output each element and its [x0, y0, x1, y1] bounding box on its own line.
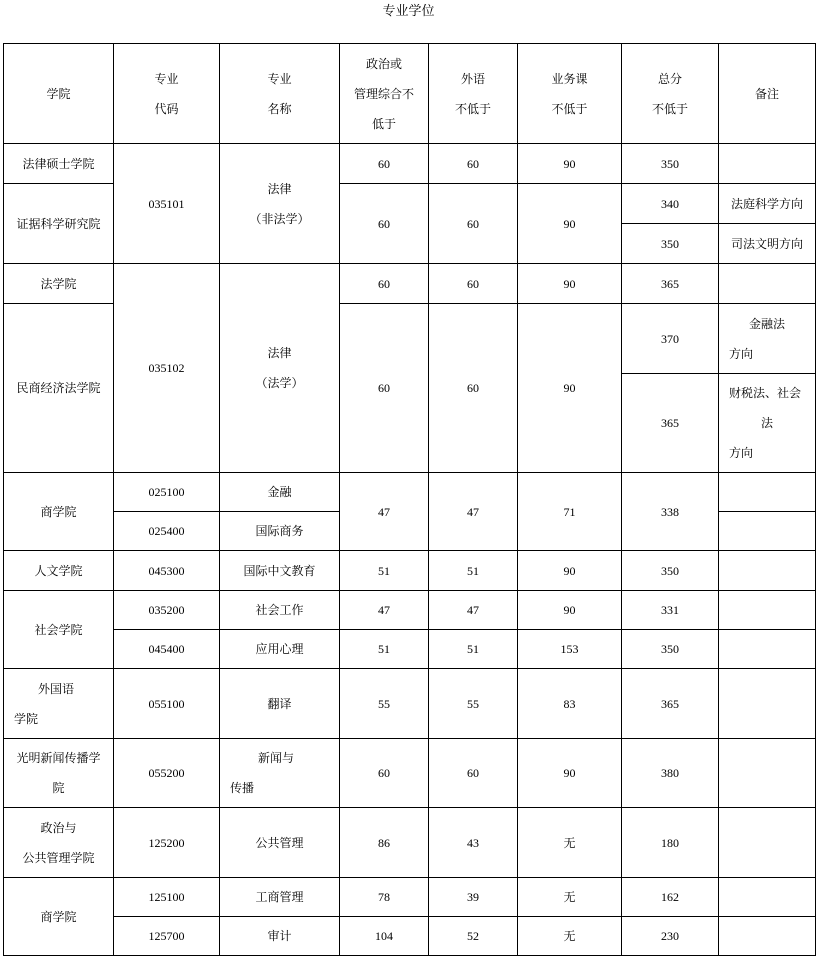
language-cell: 43	[429, 808, 518, 878]
table-row	[4, 591, 816, 630]
header-major: 业务课 不低于	[518, 44, 622, 144]
notes-cell	[719, 144, 816, 184]
name-cell: 国际商务	[220, 512, 340, 551]
major-cell: 90	[518, 739, 622, 808]
politics-cell: 86	[340, 808, 429, 878]
code-cell: 055100	[114, 669, 220, 739]
name-cell: 金融	[220, 473, 340, 512]
total-cell: 331	[622, 591, 719, 630]
name-cell: 法律 （法学）	[220, 264, 340, 473]
total-cell: 365	[622, 669, 719, 739]
language-cell: 60	[429, 739, 518, 808]
total-cell: 350	[622, 630, 719, 669]
total-cell: 338	[622, 473, 719, 551]
language-cell: 39	[429, 878, 518, 917]
header-row	[4, 44, 816, 144]
language-cell: 55	[429, 669, 518, 739]
major-cell: 71	[518, 473, 622, 551]
language-cell: 47	[429, 473, 518, 551]
code-cell: 045300	[114, 551, 220, 591]
major-cell: 无	[518, 917, 622, 956]
politics-cell: 104	[340, 917, 429, 956]
total-cell: 350	[622, 224, 719, 264]
notes-cell	[719, 739, 816, 808]
notes-cell	[719, 473, 816, 512]
table-row	[4, 473, 816, 512]
major-cell: 90	[518, 144, 622, 184]
name-cell: 公共管理	[220, 808, 340, 878]
major-cell: 90	[518, 591, 622, 630]
language-cell: 47	[429, 591, 518, 630]
language-cell: 60	[429, 264, 518, 304]
major-cell: 90	[518, 264, 622, 304]
politics-cell: 47	[340, 473, 429, 551]
header-code: 专业 代码	[114, 44, 220, 144]
notes-cell	[719, 630, 816, 669]
major-cell: 90	[518, 304, 622, 473]
total-cell: 365	[622, 264, 719, 304]
table-row	[4, 669, 816, 739]
notes-cell	[719, 808, 816, 878]
notes-cell	[719, 669, 816, 739]
politics-cell: 60	[340, 264, 429, 304]
total-cell: 340	[622, 184, 719, 224]
language-cell: 60	[429, 144, 518, 184]
notes-cell	[719, 591, 816, 630]
politics-cell: 60	[340, 144, 429, 184]
code-cell: 035200	[114, 591, 220, 630]
total-cell: 162	[622, 878, 719, 917]
college-cell: 社会学院	[4, 591, 114, 669]
college-cell: 民商经济法学院	[4, 304, 114, 473]
code-cell: 025100	[114, 473, 220, 512]
notes-cell: 法庭科学方向	[719, 184, 816, 224]
header-total: 总分 不低于	[622, 44, 719, 144]
table-row	[4, 878, 816, 917]
politics-cell: 78	[340, 878, 429, 917]
table-row	[4, 144, 816, 184]
college-cell: 证据科学研究院	[4, 184, 114, 264]
language-cell: 60	[429, 304, 518, 473]
major-cell: 无	[518, 808, 622, 878]
language-cell: 51	[429, 551, 518, 591]
notes-cell: 金融法 方向	[719, 304, 816, 374]
total-cell: 230	[622, 917, 719, 956]
name-cell: 社会工作	[220, 591, 340, 630]
header-notes: 备注	[719, 44, 816, 144]
college-cell: 人文学院	[4, 551, 114, 591]
code-cell: 125200	[114, 808, 220, 878]
notes-cell	[719, 512, 816, 551]
table-row	[4, 739, 816, 808]
header-college: 学院	[4, 44, 114, 144]
table-row	[4, 264, 816, 304]
college-cell: 法学院	[4, 264, 114, 304]
total-cell: 365	[622, 374, 719, 473]
name-cell: 新闻与 传播	[220, 739, 340, 808]
name-cell: 应用心理	[220, 630, 340, 669]
total-cell: 180	[622, 808, 719, 878]
name-cell: 翻译	[220, 669, 340, 739]
major-cell: 90	[518, 551, 622, 591]
notes-cell	[719, 917, 816, 956]
total-cell: 350	[622, 551, 719, 591]
politics-cell: 60	[340, 304, 429, 473]
table-row	[4, 630, 816, 669]
major-cell: 无	[518, 878, 622, 917]
code-cell: 055200	[114, 739, 220, 808]
table-row	[4, 917, 816, 956]
major-cell: 153	[518, 630, 622, 669]
politics-cell: 51	[340, 630, 429, 669]
notes-cell	[719, 264, 816, 304]
code-cell: 035102	[114, 264, 220, 473]
name-cell: 国际中文教育	[220, 551, 340, 591]
politics-cell: 47	[340, 591, 429, 630]
college-cell: 政治与 公共管理学院	[4, 808, 114, 878]
code-cell: 125700	[114, 917, 220, 956]
name-cell: 工商管理	[220, 878, 340, 917]
code-cell: 125100	[114, 878, 220, 917]
major-cell: 83	[518, 669, 622, 739]
code-cell: 045400	[114, 630, 220, 669]
politics-cell: 60	[340, 739, 429, 808]
header-name: 专业 名称	[220, 44, 340, 144]
notes-cell: 财税法、社会 法 方向	[719, 374, 816, 473]
name-cell: 审计	[220, 917, 340, 956]
politics-cell: 60	[340, 184, 429, 264]
notes-cell: 司法文明方向	[719, 224, 816, 264]
major-cell: 90	[518, 184, 622, 264]
total-cell: 380	[622, 739, 719, 808]
total-cell: 350	[622, 144, 719, 184]
table-row	[4, 551, 816, 591]
code-cell: 025400	[114, 512, 220, 551]
politics-cell: 51	[340, 551, 429, 591]
college-cell: 法律硕士学院	[4, 144, 114, 184]
language-cell: 51	[429, 630, 518, 669]
code-cell: 035101	[114, 144, 220, 264]
admission-score-table	[3, 43, 816, 956]
header-politics: 政治或 管理综合不 低于	[340, 44, 429, 144]
notes-cell	[719, 878, 816, 917]
language-cell: 60	[429, 184, 518, 264]
college-cell: 光明新闻传播学 院	[4, 739, 114, 808]
language-cell: 52	[429, 917, 518, 956]
page-title: 专业学位	[382, 4, 435, 19]
notes-cell	[719, 551, 816, 591]
header-language: 外语 不低于	[429, 44, 518, 144]
total-cell: 370	[622, 304, 719, 374]
college-cell: 外国语 学院	[4, 669, 114, 739]
college-cell: 商学院	[4, 473, 114, 551]
table-row	[4, 808, 816, 878]
politics-cell: 55	[340, 669, 429, 739]
college-cell: 商学院	[4, 878, 114, 956]
name-cell: 法律 （非法学）	[220, 144, 340, 264]
